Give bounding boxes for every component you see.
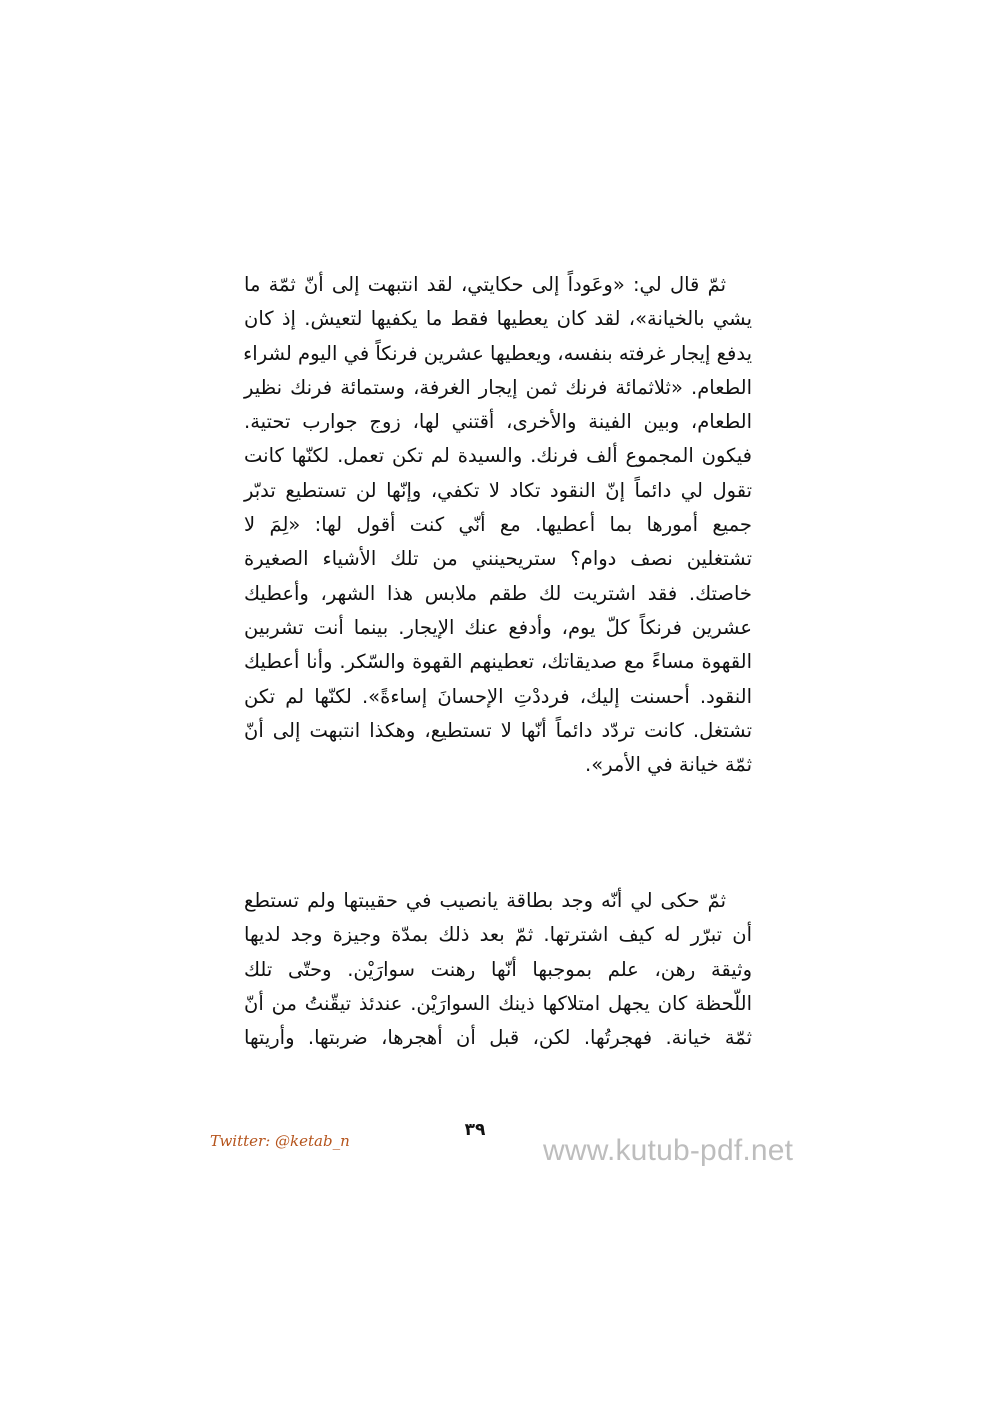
twitter-credit: Twitter: @ketab_n	[210, 1132, 350, 1150]
text-line: عشرين فرنكاً كلّ يوم، وأدفع عنك الإيجار. بينما أنت تشربين	[244, 615, 752, 639]
text-line: الطعام، وبين الفينة والأخرى، أقتني لها، زوج جوارب تحتية.	[244, 410, 752, 434]
text-line: الطعام. «ثلاثمائة فرنك ثمن إيجار الغرفة، وستمائة فرنك نظير	[244, 375, 752, 399]
text-line: يشي بالخيانة»، لقد كان يعطيها فقط ما يكفيها لتعيش. إذ كان	[244, 307, 752, 331]
text-line: أن تبرّر له كيف اشترتها. ثمّ بعد ذلك بمدّة وجيزة وجد لديها	[244, 923, 752, 947]
text-line: النقود. أحسنت إليك، فرددْتِ الإحسانَ إساءةً». لكنّها لم تكن	[244, 684, 752, 708]
site-watermark: www.kutub-pdf.net	[543, 1134, 794, 1167]
text-line: خاصتك. فقد اشتريت لك طقم ملابس هذا الشهر، وأعطيك	[244, 581, 752, 605]
page-number: ٣٩	[464, 1120, 486, 1140]
text-line: القهوة مساءً مع صديقاتك، تعطينهم القهوة والسّكر. وأنا أعطيك	[244, 650, 752, 674]
text-line: ثمّ قال لي: «وعَوداً إلى حكايتي، لقد انتبهت إلى أنّ ثمّة ما	[244, 273, 726, 296]
text-line: ثمّ حكى لي أنّه وجد بطاقة يانصيب في حقيبتها ولم تستطع	[244, 889, 726, 912]
text-line: تشتغل. كانت تردّد دائماً أنّها لا تستطيع، وهكذا انتبهت إلى أنّ	[244, 718, 752, 742]
text-line: فيكون المجموع ألف فرنك. والسيدة لم تكن تعمل. لكنّها كانت	[244, 444, 752, 468]
text-line: جميع أمورها بما أعطيها. مع أنّي كنت أقول لها: «لِمَ لا	[244, 513, 752, 537]
text-line: تقول لي دائماً إنّ النقود تكاد لا تكفي، وإنّها لن تستطيع تدبّر	[244, 478, 752, 502]
paragraph-2	[244, 884, 752, 1055]
paragraph-1	[244, 268, 752, 782]
text-line: تشتغلين نصف دوام؟ ستريحينني من تلك الأشياء الصغيرة	[244, 547, 752, 571]
text-line: ثمّة خيانة في الأمر».	[585, 753, 752, 777]
text-line: وثيقة رهن، علم بموجبها أنّها رهنت سوارَيْن. وحتّى تلك	[244, 957, 752, 981]
text-line: ثمّة خيانة. فهجرتُها. لكن، قبل أن أهجرها، ضربتها. وأريتها	[244, 1026, 752, 1050]
text-line: يدفع إيجار غرفته بنفسه، ويعطيها عشرين فرنكاً في اليوم لشراء	[243, 341, 752, 365]
text-line: اللّحظة كان يجهل امتلاكها ذينك السوارَيْن. عندئذ تيقّنتُ من أنّ	[244, 991, 752, 1015]
